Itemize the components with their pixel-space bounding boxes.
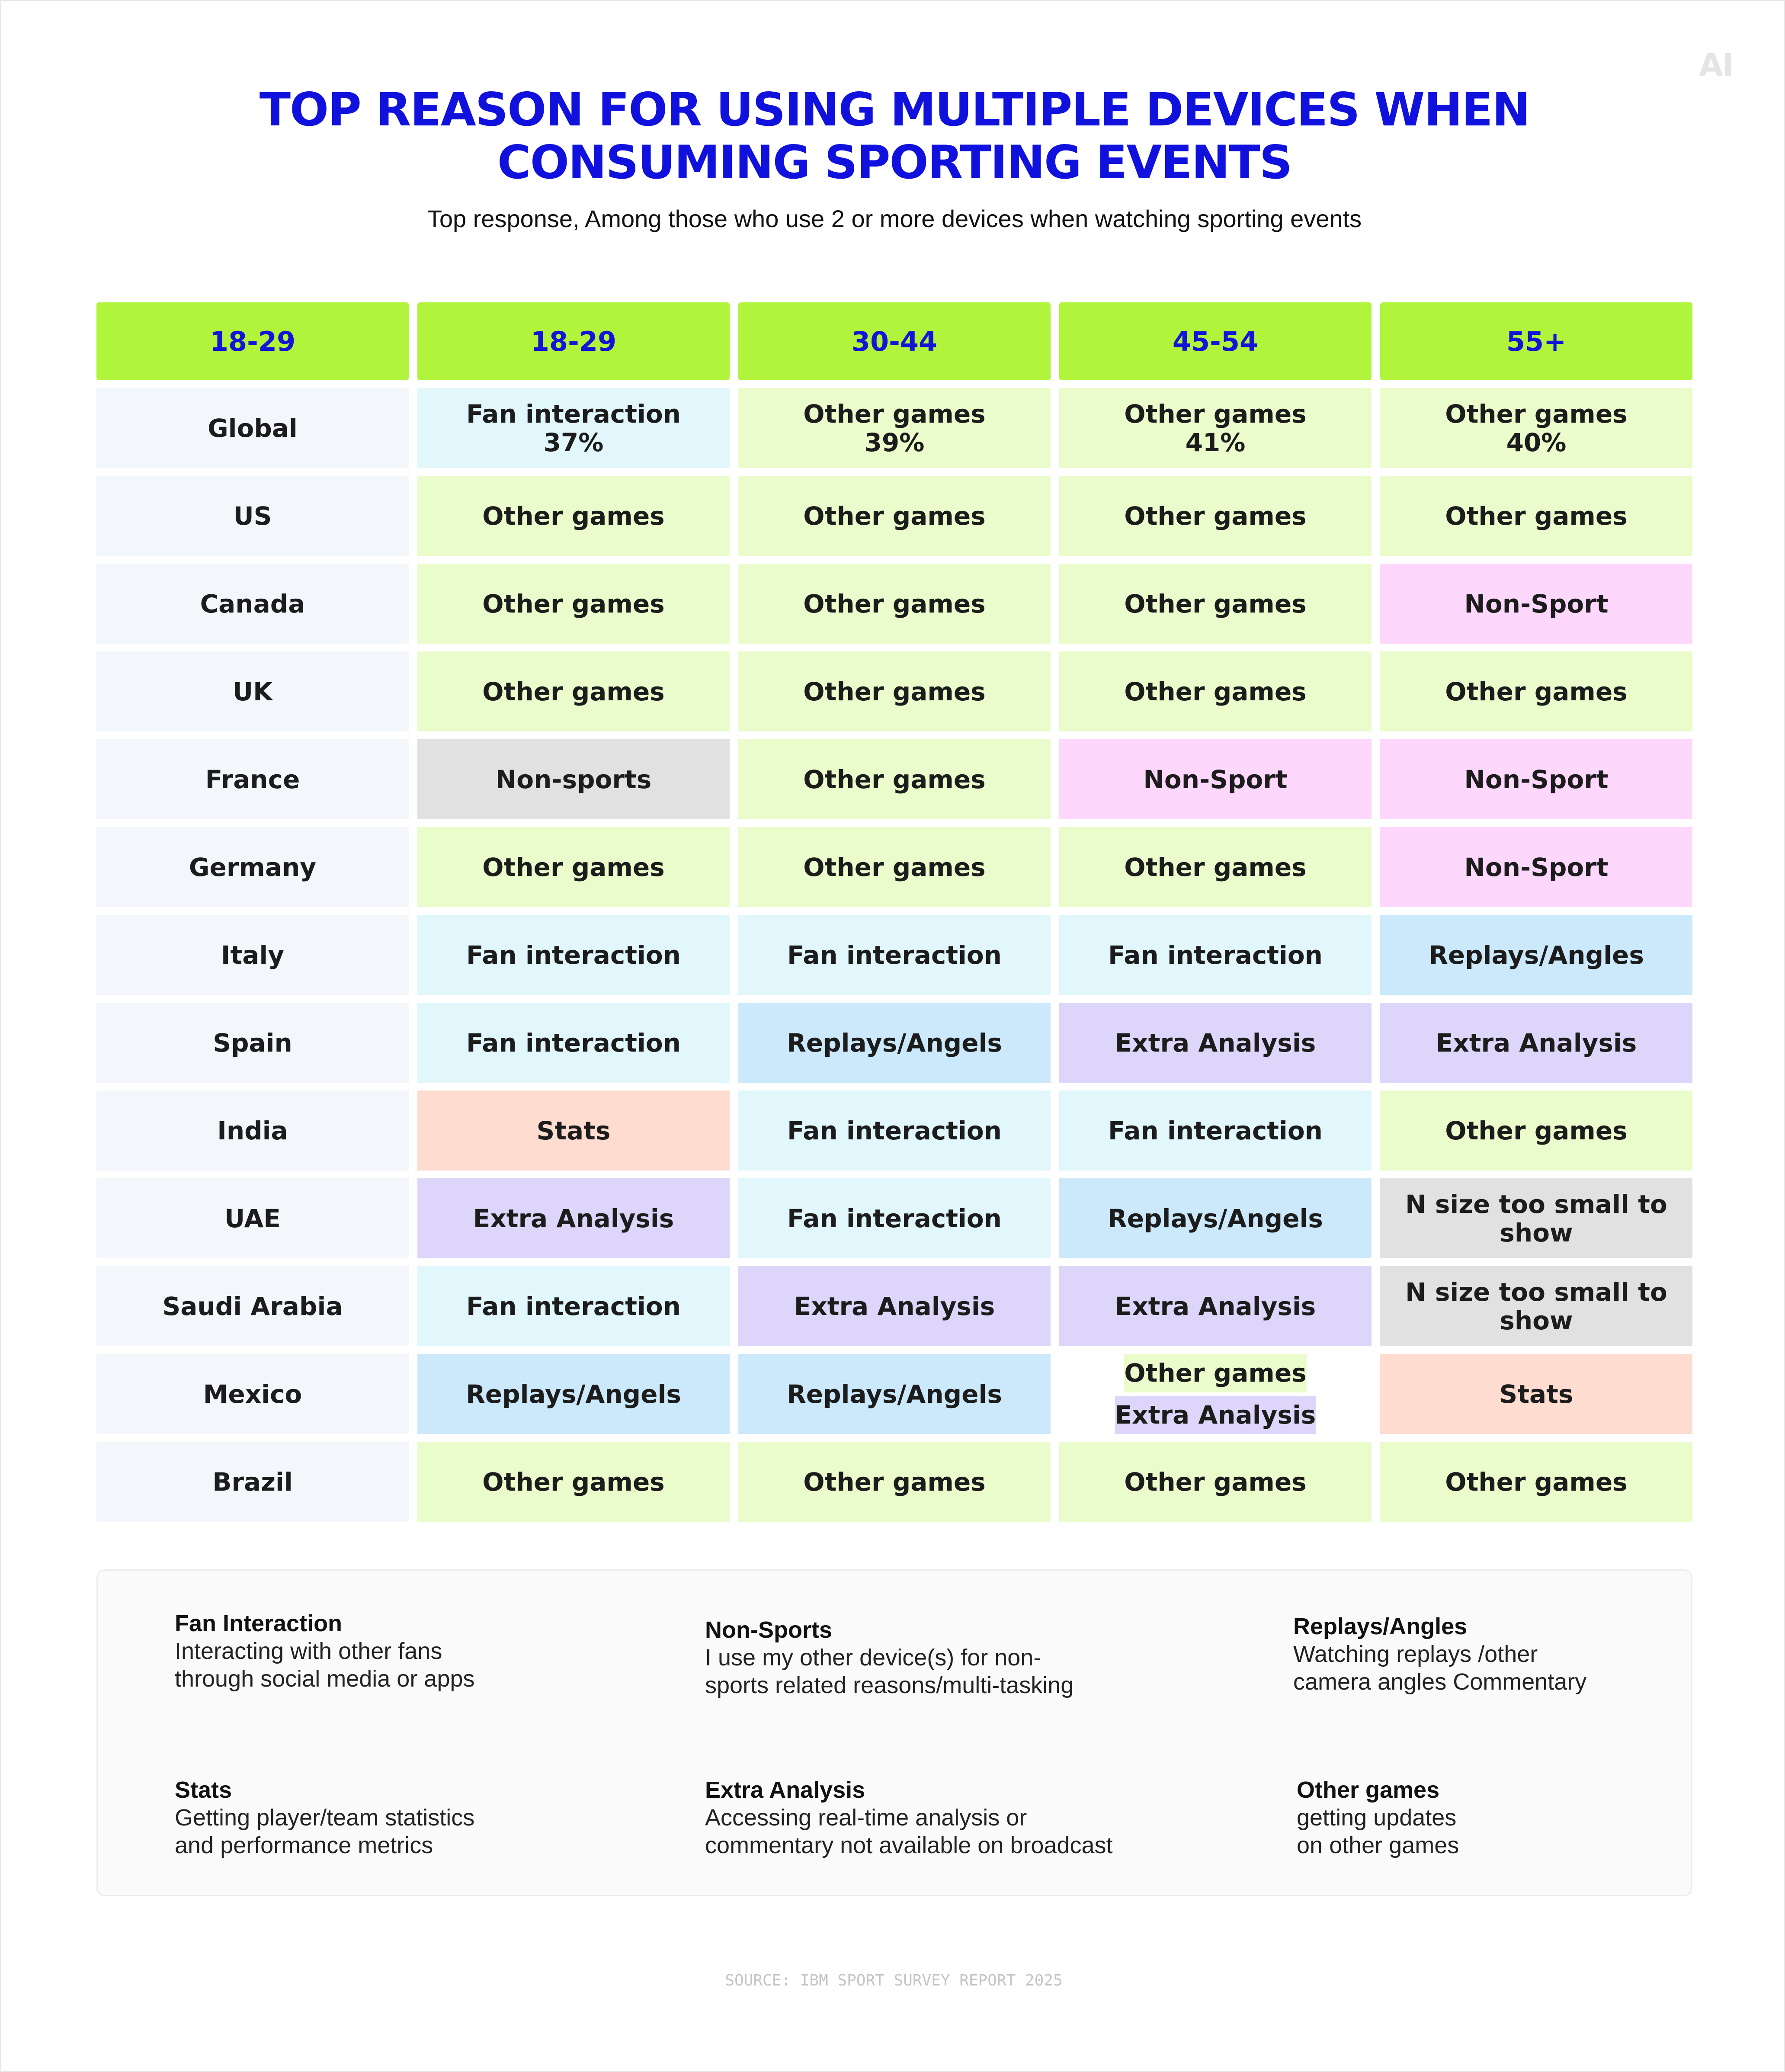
table-cell: Replays/Angels	[1059, 1178, 1372, 1258]
column-header: 18-29	[96, 302, 409, 380]
table-cell: Fan interaction	[738, 1178, 1051, 1258]
column-header: 45-54	[1059, 302, 1372, 380]
table-cell: Other games	[417, 564, 730, 644]
legend-title: Non-Sports	[705, 1617, 832, 1643]
legend-title: Replays/Angles	[1293, 1613, 1468, 1639]
row-label: Canada	[96, 564, 409, 644]
column-header: 18-29	[417, 302, 730, 380]
table-cell: Other games	[738, 827, 1051, 907]
table-cell: Other games	[417, 1442, 730, 1522]
legend-desc: Interacting with other fans through social media or apps	[175, 1638, 475, 1692]
legend-desc: I use my other device(s) for non- sports related reasons/multi-tasking	[705, 1645, 1074, 1698]
table-cell: N size too small to show	[1380, 1178, 1692, 1258]
legend-item-other-games	[1297, 1776, 1785, 1859]
title-line-2: CONSUMING SPORTING EVENTS	[497, 136, 1292, 189]
table-cell: Other games	[417, 827, 730, 907]
table-cell: Other games	[1380, 1091, 1692, 1171]
table-cell: Replays/Angels	[738, 1354, 1051, 1434]
row-label: Global	[96, 388, 409, 468]
legend-desc: Accessing real-time analysis or commentary not available on broadcast	[705, 1805, 1113, 1858]
column-header: 30-44	[738, 302, 1051, 380]
table-cell: Other games	[738, 564, 1051, 644]
table-cell: Replays/Angels	[738, 1003, 1051, 1083]
table-cell: Fan interaction	[417, 915, 730, 995]
table-cell: N size too small to show	[1380, 1266, 1692, 1346]
table-cell: Fan interaction	[417, 1003, 730, 1083]
table-cell: Other games	[738, 739, 1051, 819]
table-cell: Other games	[417, 476, 730, 556]
table-cell: Extra Analysis	[1380, 1003, 1692, 1083]
legend-item-stats	[175, 1776, 715, 1859]
row-label: France	[96, 739, 409, 819]
row-label: Spain	[96, 1003, 409, 1083]
table-cell: Other games	[1380, 1442, 1692, 1522]
table-cell: Other games	[1059, 651, 1372, 731]
legend-desc: getting updates on other games	[1297, 1805, 1459, 1858]
legend-desc: Getting player/team statistics and performance metrics	[175, 1805, 475, 1858]
legend-title: Extra Analysis	[705, 1777, 865, 1803]
table-cell-part: Other games	[1124, 1354, 1306, 1392]
row-label: UAE	[96, 1178, 409, 1258]
table-cell: Fan interaction	[1059, 1091, 1372, 1171]
table-cell: Stats	[417, 1091, 730, 1171]
table-cell: Non-Sport	[1059, 739, 1372, 819]
table-cell: Stats	[1380, 1354, 1692, 1434]
legend-desc: Watching replays /other camera angles Commentary	[1293, 1641, 1587, 1695]
row-label: Italy	[96, 915, 409, 995]
chart-subtitle: Top response, Among those who use 2 or more devices when watching sporting events	[427, 205, 1362, 232]
legend	[96, 1569, 1692, 1896]
table-cell: Fan interaction	[738, 1091, 1051, 1171]
row-label: Saudi Arabia	[96, 1266, 409, 1346]
table-cell: Other games 41%	[1059, 388, 1372, 468]
table-cell: Extra Analysis	[1059, 1266, 1372, 1346]
row-label: UK	[96, 651, 409, 731]
table-cell: Fan interaction	[417, 1266, 730, 1346]
table-cell: Replays/Angels	[417, 1354, 730, 1434]
table-cell: Other games	[738, 1442, 1051, 1522]
table-cell: Non-sports	[417, 739, 730, 819]
reason-table	[96, 302, 1692, 1522]
chart-title	[174, 83, 1615, 189]
table-cell: Other games 40%	[1380, 388, 1692, 468]
row-label: India	[96, 1091, 409, 1171]
legend-item-fan-interaction	[175, 1610, 715, 1693]
row-label: US	[96, 476, 409, 556]
row-label: Mexico	[96, 1354, 409, 1434]
table-cell: Fan interaction 37%	[417, 388, 730, 468]
legend-title: Other games	[1297, 1777, 1440, 1803]
table-cell: Other games	[1380, 651, 1692, 731]
legend-item-extra-analysis	[705, 1776, 1246, 1859]
table-cell: Other games	[1380, 476, 1692, 556]
table-cell: Fan interaction	[1059, 915, 1372, 995]
table-cell: Extra Analysis	[738, 1266, 1051, 1346]
legend-title: Stats	[175, 1777, 232, 1803]
table-cell: Non-Sport	[1380, 827, 1692, 907]
table-cell: Other games	[738, 476, 1051, 556]
source-note: SOURCE: IBM SPORT SURVEY REPORT 2025	[725, 1972, 1063, 1989]
table-cell: Other games 39%	[738, 388, 1051, 468]
table-cell: Other games	[1059, 476, 1372, 556]
table-cell: Non-Sport	[1380, 739, 1692, 819]
table-cell: Extra Analysis	[417, 1178, 730, 1258]
table-cell: Other games	[1059, 827, 1372, 907]
table-cell: Other games	[1059, 564, 1372, 644]
table-cell: Other games	[1059, 1442, 1372, 1522]
table-cell: Fan interaction	[738, 915, 1051, 995]
legend-item-non-sports	[705, 1616, 1246, 1699]
legend-item-replays-angles	[1293, 1613, 1785, 1696]
table-cell: Extra Analysis	[1059, 1003, 1372, 1083]
brand-logo: AI	[1699, 47, 1733, 83]
table-cell-part: Extra Analysis	[1115, 1396, 1316, 1434]
row-label: Germany	[96, 827, 409, 907]
legend-title: Fan Interaction	[175, 1610, 343, 1636]
title-line-1: TOP REASON FOR USING MULTIPLE DEVICES WHEN	[259, 83, 1530, 136]
table-cell: Replays/Angles	[1380, 915, 1692, 995]
table-cell: Non-Sport	[1380, 564, 1692, 644]
row-label: Brazil	[96, 1442, 409, 1522]
table-cell: Other games	[738, 651, 1051, 731]
column-header: 55+	[1380, 302, 1692, 380]
table-cell: Other games	[417, 651, 730, 731]
table-cell-split	[1059, 1354, 1372, 1434]
